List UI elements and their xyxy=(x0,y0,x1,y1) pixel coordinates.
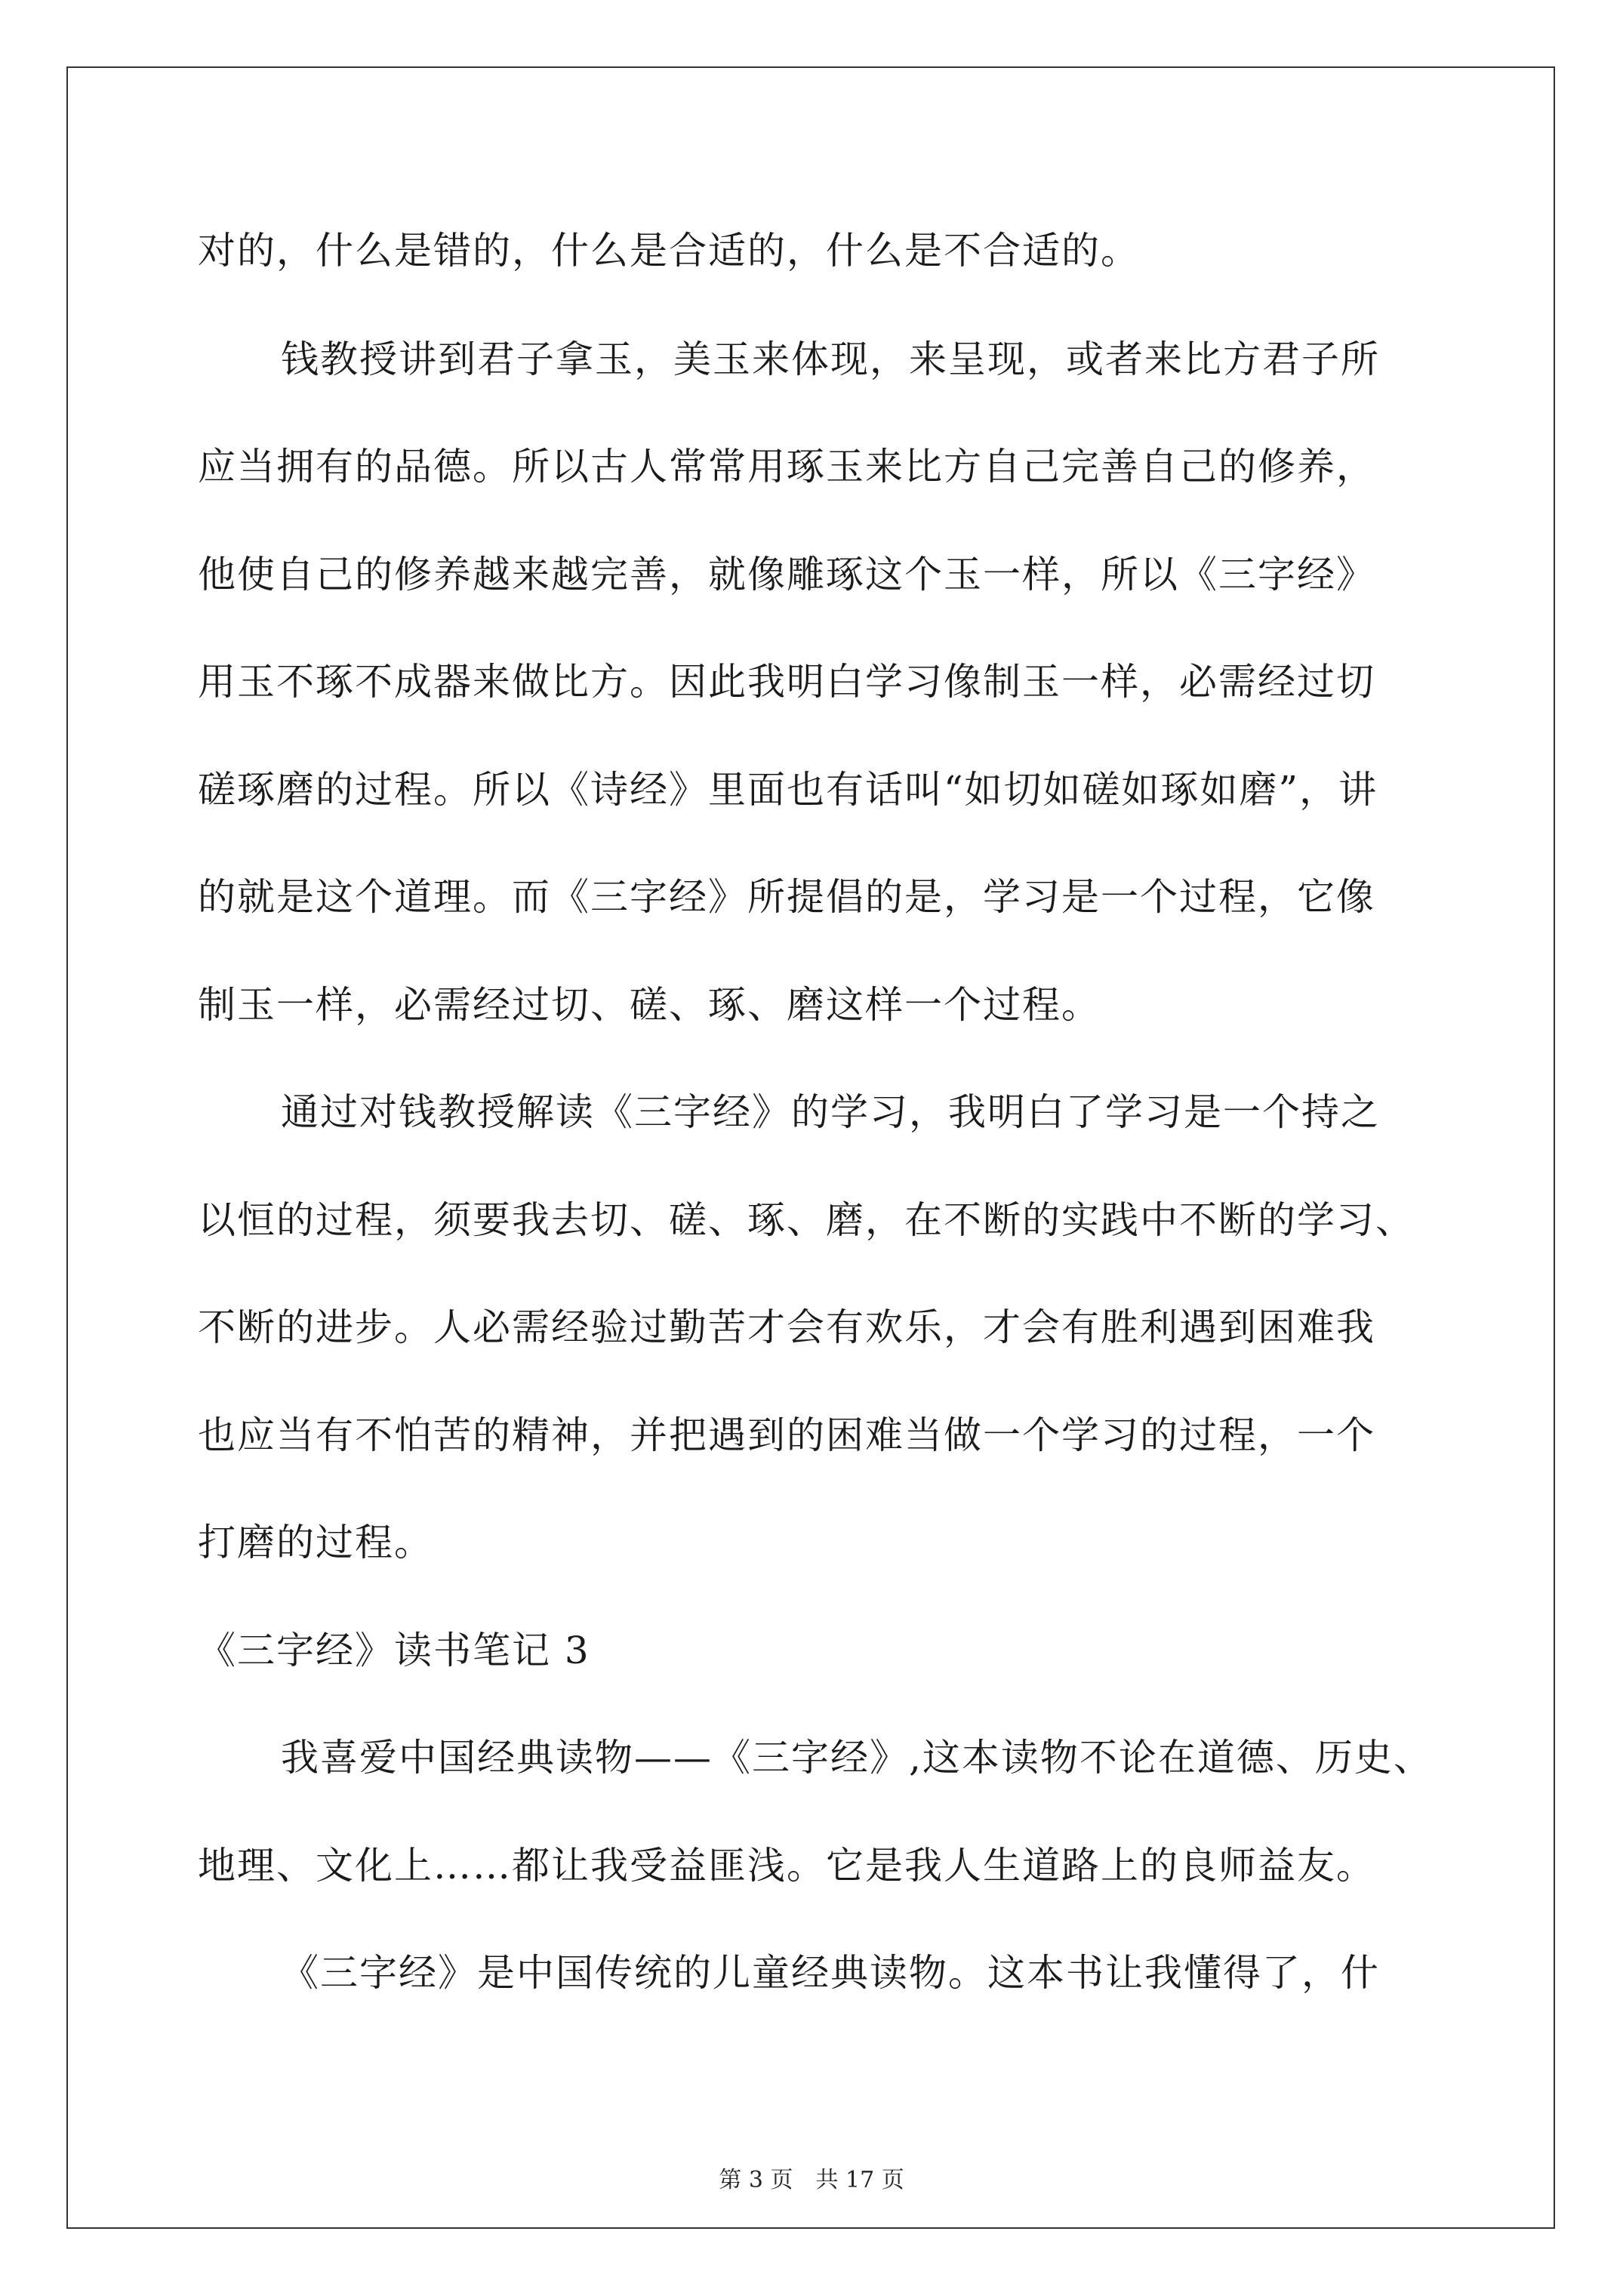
paragraph-line: 《三字经》是中国传统的儿童经典读物。这本书让我懂得了，什 xyxy=(281,1951,1380,1995)
paragraph-line: 应当拥有的品德。所以古人常常用琢玉来比方自己完善自己的修养， xyxy=(198,445,1375,488)
section-heading: 《三字经》读书笔记 3 xyxy=(198,1629,590,1672)
page-number-footer: 第 3 页 共 17 页 xyxy=(719,2167,904,2193)
paragraph-line: 打磨的过程。 xyxy=(198,1521,433,1564)
paragraph-line: 我喜爱中国经典读物——《三字经》,这本读物不论在道德、历史、 xyxy=(281,1736,1433,1780)
paragraph-line: 他使自己的修养越来越完善，就像雕琢这个玉一样，所以《三字经》 xyxy=(198,553,1375,596)
paragraph-line: 不断的进步。人必需经验过勤苦才会有欢乐，才会有胜利遇到困难我 xyxy=(198,1305,1375,1349)
paragraph-line: 以恒的过程，须要我去切、磋、琢、磨，在不断的实践中不断的学习、 xyxy=(198,1198,1415,1242)
paragraph-line: 的就是这个道理。而《三字经》所提倡的是，学习是一个过程，它像 xyxy=(198,875,1375,919)
page-border xyxy=(66,66,1555,2229)
paragraph-line: 磋琢磨的过程。所以《诗经》里面也有话叫“如切如磋如琢如磨”，讲 xyxy=(198,768,1378,812)
paragraph-line: 钱教授讲到君子拿玉，美玉来体现，来呈现，或者来比方君子所 xyxy=(281,337,1380,381)
paragraph-line: 也应当有不怕苦的精神，并把遇到的困难当做一个学习的过程，一个 xyxy=(198,1413,1375,1457)
paragraph-line: 地理、文化上……都让我受益匪浅。它是我人生道路上的良师益友。 xyxy=(198,1844,1375,1888)
paragraph-line: 对的，什么是错的，什么是合适的，什么是不合适的。 xyxy=(198,229,1140,273)
paragraph-line: 用玉不琢不成器来做比方。因此我明白学习像制玉一样，必需经过切 xyxy=(198,660,1375,704)
paragraph-line: 制玉一样，必需经过切、磋、琢、磨这样一个过程。 xyxy=(198,983,1101,1027)
paragraph-line: 通过对钱教授解读《三字经》的学习，我明白了学习是一个持之 xyxy=(281,1090,1380,1134)
